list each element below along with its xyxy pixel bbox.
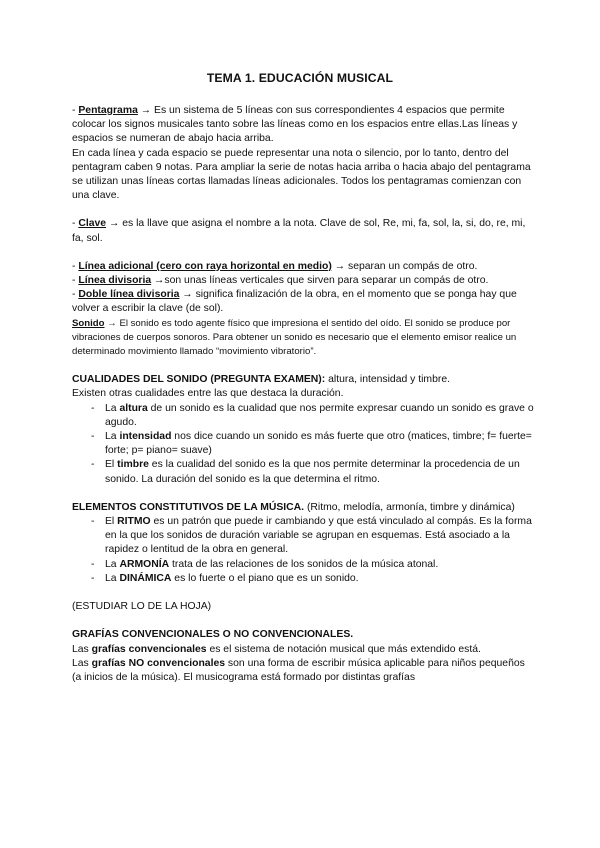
elementos-list (72, 515, 534, 586)
cualidades-heading-rest: altura, intensidad y timbre. (325, 374, 450, 386)
list-item: - El RITMO es un patrón que puede ir cambiando y que está vinculado al compás. Es la forma en la que los sonidos de duración variable se agrupan en esquemas. Está asociado a la rapidez o lentitud de la obra en general. (72, 515, 534, 558)
cualidades-heading-line (72, 373, 534, 387)
bullet-dash: - (72, 105, 79, 116)
bullet-dash: - (72, 260, 79, 272)
term-doble-linea: Doble línea divisoria (78, 289, 180, 301)
linea-adicional-paragraph (72, 260, 534, 274)
cualidades-intro: Existen otras cualidades entre las que destaca la duración. (72, 388, 344, 400)
term-linea-adicional: Línea adicional (cero con raya horizontal en medio) (78, 260, 332, 272)
cualidades-list (72, 402, 534, 487)
list-item: - La ARMONÍA trata de las relaciones de los sonidos de la música atonal. (72, 558, 534, 572)
doble-linea-paragraph (72, 288, 534, 316)
term-clave: Clave (78, 218, 107, 230)
clave-paragraph (72, 217, 534, 245)
doble-linea-definition: → significa finalización de la obra, en el momento que se ponga hay que volver a escribir la clave (de sol). (72, 289, 517, 315)
cualidades-heading: CUALIDADES DEL SONIDO (PREGUNTA EXAMEN): (72, 374, 326, 386)
sonido-definition: → El sonido es todo agente físico que impresiona el sentido del oído. El sonido se produce por vibraciones de cuerpos sonoros. Para obtener un sonido es necesario que el elemento emisor realice un determinado movimiento llamado “movimiento vibratorio”. (72, 317, 517, 358)
estudiar-note: (ESTUDIAR LO DE LA HOJA) (72, 601, 212, 613)
term-linea-divisoria: Línea divisoria (78, 275, 152, 287)
pentagrama-paragraph (72, 104, 534, 147)
clave-definition: → es la llave que asigna el nombre a la nota. Clave de sol, Re, mi, fa, sol, la, si, do, re, mi, fa, sol. (72, 218, 526, 244)
page-title: TEMA 1. EDUCACIÓN MUSICAL (206, 71, 394, 85)
bullet-dash: - (72, 218, 79, 230)
grafias-paragraph-1: Las grafías convencionales es el sistema de notación musical que más extendido está. (72, 643, 481, 655)
elementos-heading: ELEMENTOS CONSTITUTIVOS DE LA MÚSICA. (72, 501, 305, 513)
term-sonido: Sonido (72, 317, 105, 329)
elementos-heading-rest: (Ritmo, melodía, armonía, timbre y dinámica) (304, 501, 515, 513)
list-item: - La intensidad nos dice cuando un sonido es más fuerte que otro (matices, timbre; f= fuerte= forte; p= piano= suave) (72, 430, 534, 458)
pentagrama-definition: → Es un sistema de 5 líneas con sus correspondientes 4 espacios que permite colocar los signos musicales tanto sobre las líneas como en los espacios entre ellas.Las líneas y espacios se numeran de abajo hacia arriba. (72, 105, 518, 145)
term-pentagrama: Pentagrama (78, 105, 138, 116)
pentagrama-extra-paragraph: En cada línea y cada espacio se puede representar una nota o silencio, por lo tanto, dentro del pentagram caben 9 notas. Para ampliar la serie de notas hacia arriba o hacia abajo del pentagrama se utilizan unas líneas cortas llamadas líneas adicionales. Todos los pentagramas comienzan con una clave. (72, 147, 531, 202)
list-item: - La altura de un sonido es la cualidad que nos permite expresar cuando un sonido es grave o agudo. (72, 402, 534, 430)
linea-divisoria-paragraph (72, 274, 534, 288)
bullet-dash: - (72, 275, 79, 287)
grafias-paragraph-2: Las grafías NO convencionales son una forma de escribir música aplicable para niños pequeños (a inicios de la música). El musicograma está formado por distintas grafías (72, 657, 525, 683)
grafias-heading: GRAFÍAS CONVENCIONALES O NO CONVENCIONALES. (72, 629, 354, 641)
sonido-paragraph (72, 317, 534, 360)
list-item: - El timbre es la cualidad del sonido es la que nos permite determinar la procedencia de un sonido. La duración del sonido es la que determina el ritmo. (72, 458, 534, 486)
elementos-heading-line (72, 501, 534, 515)
list-item: - La DINÁMICA es lo fuerte o el piano que es un sonido. (72, 572, 534, 586)
document-body (72, 104, 534, 685)
bullet-dash: - (72, 289, 79, 301)
linea-adicional-definition: → separan un compás de otro. (331, 260, 478, 272)
linea-divisoria-definition: →son unas líneas verticales que sirven para separar un compás de otro. (151, 275, 489, 287)
